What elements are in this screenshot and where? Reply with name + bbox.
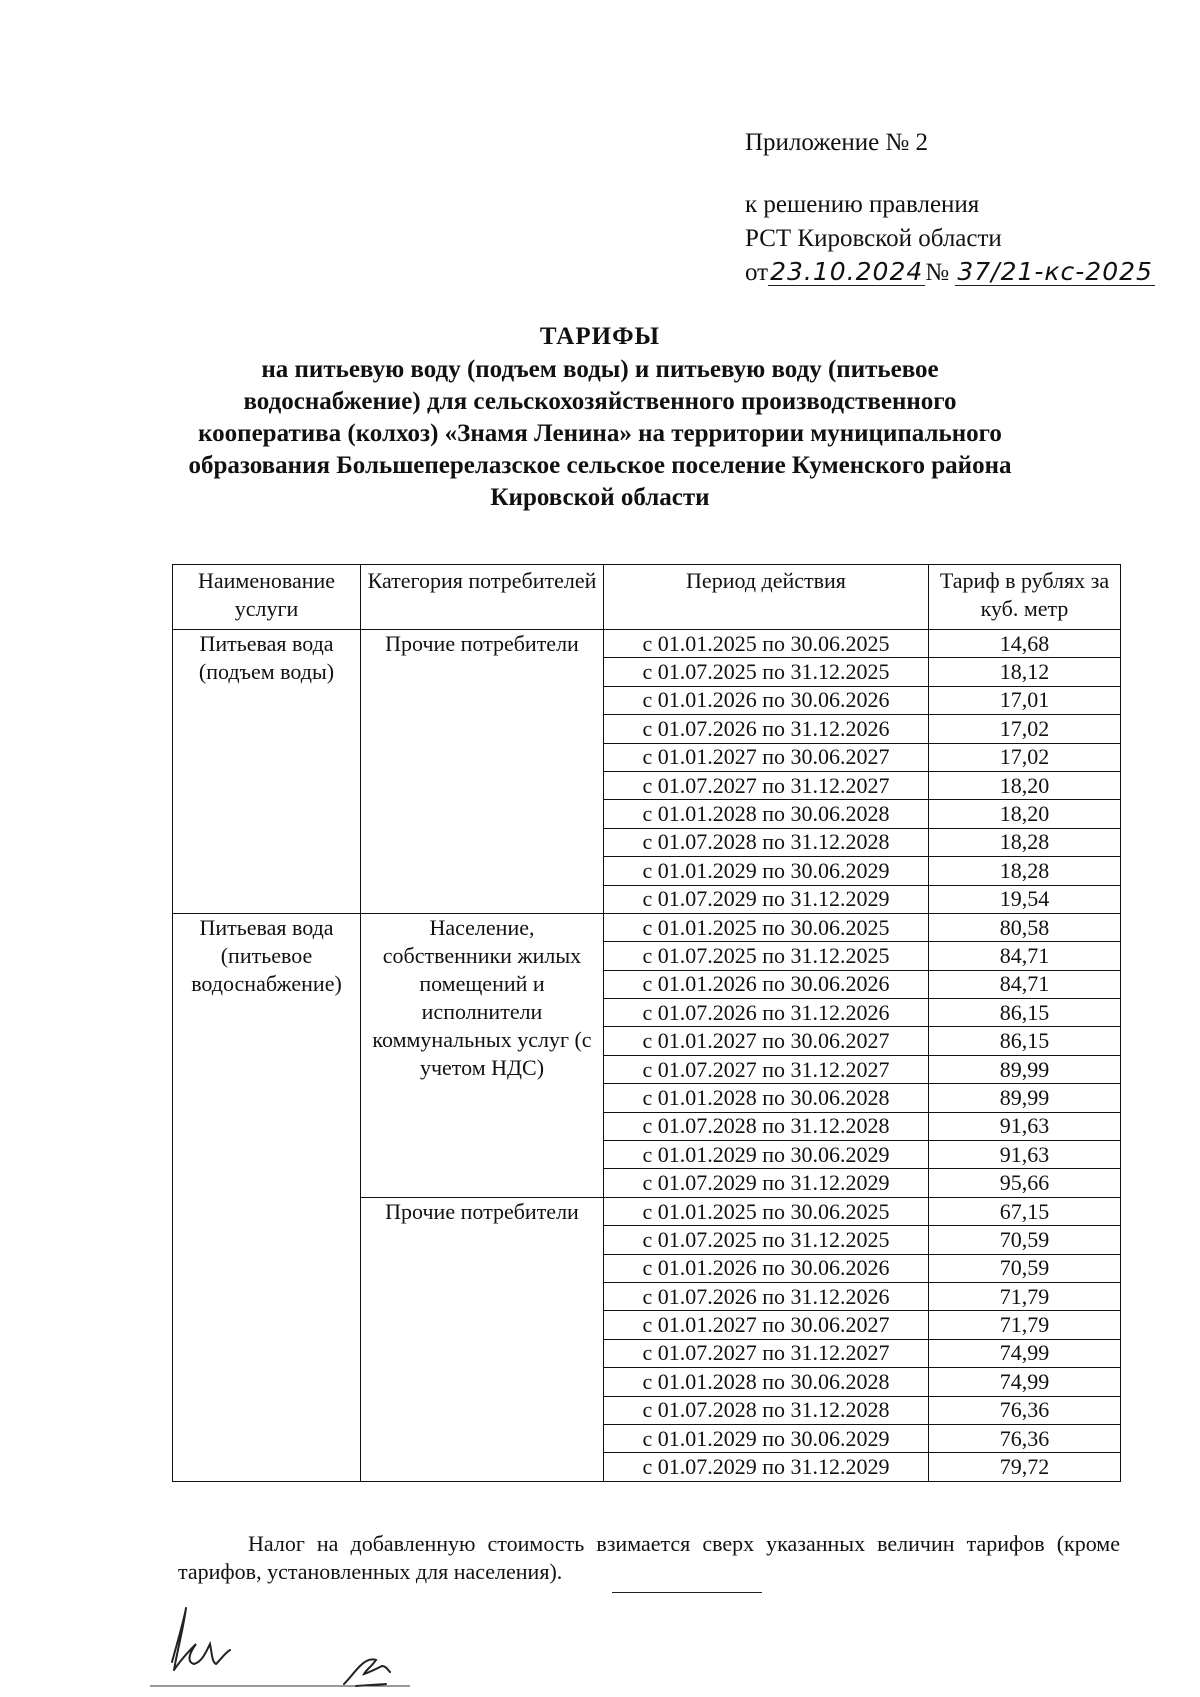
tariff-cell: 76,36: [929, 1396, 1121, 1424]
period-cell: с 01.07.2029 по 31.12.2029: [604, 885, 929, 913]
period-cell: с 01.01.2026 по 30.06.2026: [604, 970, 929, 998]
period-cell: с 01.07.2026 по 31.12.2026: [604, 1282, 929, 1310]
period-cell: с 01.07.2025 по 31.12.2025: [604, 1226, 929, 1254]
tariff-cell: 84,71: [929, 942, 1121, 970]
period-cell: с 01.07.2027 по 31.12.2027: [604, 1339, 929, 1367]
table-row: [173, 630, 1121, 658]
tariff-cell: 86,15: [929, 1027, 1121, 1055]
tariff-cell: 80,58: [929, 913, 1121, 941]
tariff-cell: 70,59: [929, 1226, 1121, 1254]
period-cell: с 01.01.2027 по 30.06.2027: [604, 1027, 929, 1055]
end-divider: [612, 1592, 762, 1593]
subtitle-line: кооператива (колхоз) «Знамя Ленина» на территории муниципального: [198, 420, 1002, 447]
period-cell: с 01.01.2029 по 30.06.2029: [604, 1141, 929, 1169]
tariff-cell: 95,66: [929, 1169, 1121, 1197]
period-cell: с 01.01.2025 по 30.06.2025: [604, 630, 929, 658]
appendix-line-1: к решению правления: [745, 191, 980, 218]
period-cell: с 01.01.2025 по 30.06.2025: [604, 1197, 929, 1225]
appendix-title: Приложение № 2: [745, 129, 929, 156]
subtitle-line: на питьевую воду (подъем воды) и питьевую воду (питьевое: [261, 356, 939, 383]
header-category: Категория потребителей: [361, 565, 604, 630]
period-cell: с 01.01.2027 по 30.06.2027: [604, 743, 929, 771]
document-heading: [140, 322, 1060, 514]
table-body: [173, 630, 1121, 1482]
vat-note: Налог на добавленную стоимость взимается сверх указанных величин тарифов (кроме тарифов, установленных для населения).: [178, 1531, 1120, 1584]
tariff-cell: 76,36: [929, 1424, 1121, 1452]
period-cell: с 01.07.2025 по 31.12.2025: [604, 658, 929, 686]
category-cell: Население, собственники жилых помещений и исполнители коммунальных услуг (с учетом НДС): [361, 913, 604, 1197]
tariff-cell: 18,28: [929, 828, 1121, 856]
header-tariff: Тариф в рублях за куб. метр: [929, 565, 1121, 630]
appendix-line-2: РСТ Кировской области: [745, 225, 1002, 252]
tariff-cell: 86,15: [929, 999, 1121, 1027]
tariff-cell: 89,99: [929, 1055, 1121, 1083]
period-cell: с 01.07.2025 по 31.12.2025: [604, 942, 929, 970]
subtitle-line: водоснабжение) для сельскохозяйственного производственного: [243, 388, 957, 415]
period-cell: с 01.01.2028 по 30.06.2028: [604, 1368, 929, 1396]
subtitle-line: Кировской области: [490, 484, 710, 511]
category-cell: Прочие потребители: [361, 1197, 604, 1481]
period-cell: с 01.07.2026 по 31.12.2026: [604, 999, 929, 1027]
tariff-cell: 70,59: [929, 1254, 1121, 1282]
period-cell: с 01.01.2028 по 30.06.2028: [604, 800, 929, 828]
tariff-cell: 74,99: [929, 1339, 1121, 1367]
tariff-cell: 19,54: [929, 885, 1121, 913]
number-prefix: №: [925, 259, 950, 286]
period-cell: с 01.01.2026 по 30.06.2026: [604, 1254, 929, 1282]
period-cell: с 01.07.2028 по 31.12.2028: [604, 1112, 929, 1140]
period-cell: с 01.01.2025 по 30.06.2025: [604, 913, 929, 941]
category-cell: Прочие потребители: [361, 630, 604, 914]
tariff-cell: 91,63: [929, 1141, 1121, 1169]
tariff-cell: 89,99: [929, 1084, 1121, 1112]
period-cell: с 01.07.2028 по 31.12.2028: [604, 828, 929, 856]
period-cell: с 01.07.2028 по 31.12.2028: [604, 1396, 929, 1424]
tariff-cell: 18,12: [929, 658, 1121, 686]
header-period: Период действия: [604, 565, 929, 630]
tariff-cell: 71,79: [929, 1311, 1121, 1339]
appendix-date-line: [745, 256, 1155, 290]
decision-number: 37/21-кс-2025: [957, 257, 1153, 286]
decision-date: 23.10.2024: [770, 257, 924, 286]
period-cell: с 01.01.2029 по 30.06.2029: [604, 857, 929, 885]
service-cell: Питьевая вода (питьевое водоснабжение): [173, 913, 361, 1481]
tariff-cell: 67,15: [929, 1197, 1121, 1225]
tariff-cell: 18,20: [929, 771, 1121, 799]
service-cell: Питьевая вода (подъем воды): [173, 630, 361, 914]
period-cell: с 01.01.2028 по 30.06.2028: [604, 1084, 929, 1112]
tariff-cell: 18,20: [929, 800, 1121, 828]
table-header-row: [173, 565, 1121, 630]
tariff-cell: 79,72: [929, 1453, 1121, 1481]
tariff-cell: 91,63: [929, 1112, 1121, 1140]
table-row: [173, 913, 1121, 941]
period-cell: с 01.01.2026 по 30.06.2026: [604, 686, 929, 714]
subtitle-line: образования Большеперелазское сельское поселение Куменского района: [188, 452, 1012, 479]
tariff-cell: 74,99: [929, 1368, 1121, 1396]
tariff-cell: 71,79: [929, 1282, 1121, 1310]
period-cell: с 01.07.2026 по 31.12.2026: [604, 715, 929, 743]
from-prefix: от: [745, 259, 769, 286]
document-subtitle: [140, 354, 1060, 514]
header-service: Наименование услуги: [173, 565, 361, 630]
tariff-cell: 17,02: [929, 743, 1121, 771]
period-cell: с 01.07.2027 по 31.12.2027: [604, 771, 929, 799]
period-cell: с 01.07.2027 по 31.12.2027: [604, 1055, 929, 1083]
period-cell: с 01.01.2027 по 30.06.2027: [604, 1311, 929, 1339]
handwritten-signature-icon: [150, 1600, 450, 1695]
period-cell: с 01.01.2029 по 30.06.2029: [604, 1424, 929, 1452]
period-cell: с 01.07.2029 по 31.12.2029: [604, 1169, 929, 1197]
tariff-cell: 18,28: [929, 857, 1121, 885]
tariff-cell: 84,71: [929, 970, 1121, 998]
tariff-cell: 14,68: [929, 630, 1121, 658]
document-title: ТАРИФЫ: [539, 323, 661, 350]
tariffs-table: [172, 564, 1121, 1482]
period-cell: с 01.07.2029 по 31.12.2029: [604, 1453, 929, 1481]
tariff-cell: 17,02: [929, 715, 1121, 743]
tariff-cell: 17,01: [929, 686, 1121, 714]
appendix-block: [745, 126, 1155, 290]
